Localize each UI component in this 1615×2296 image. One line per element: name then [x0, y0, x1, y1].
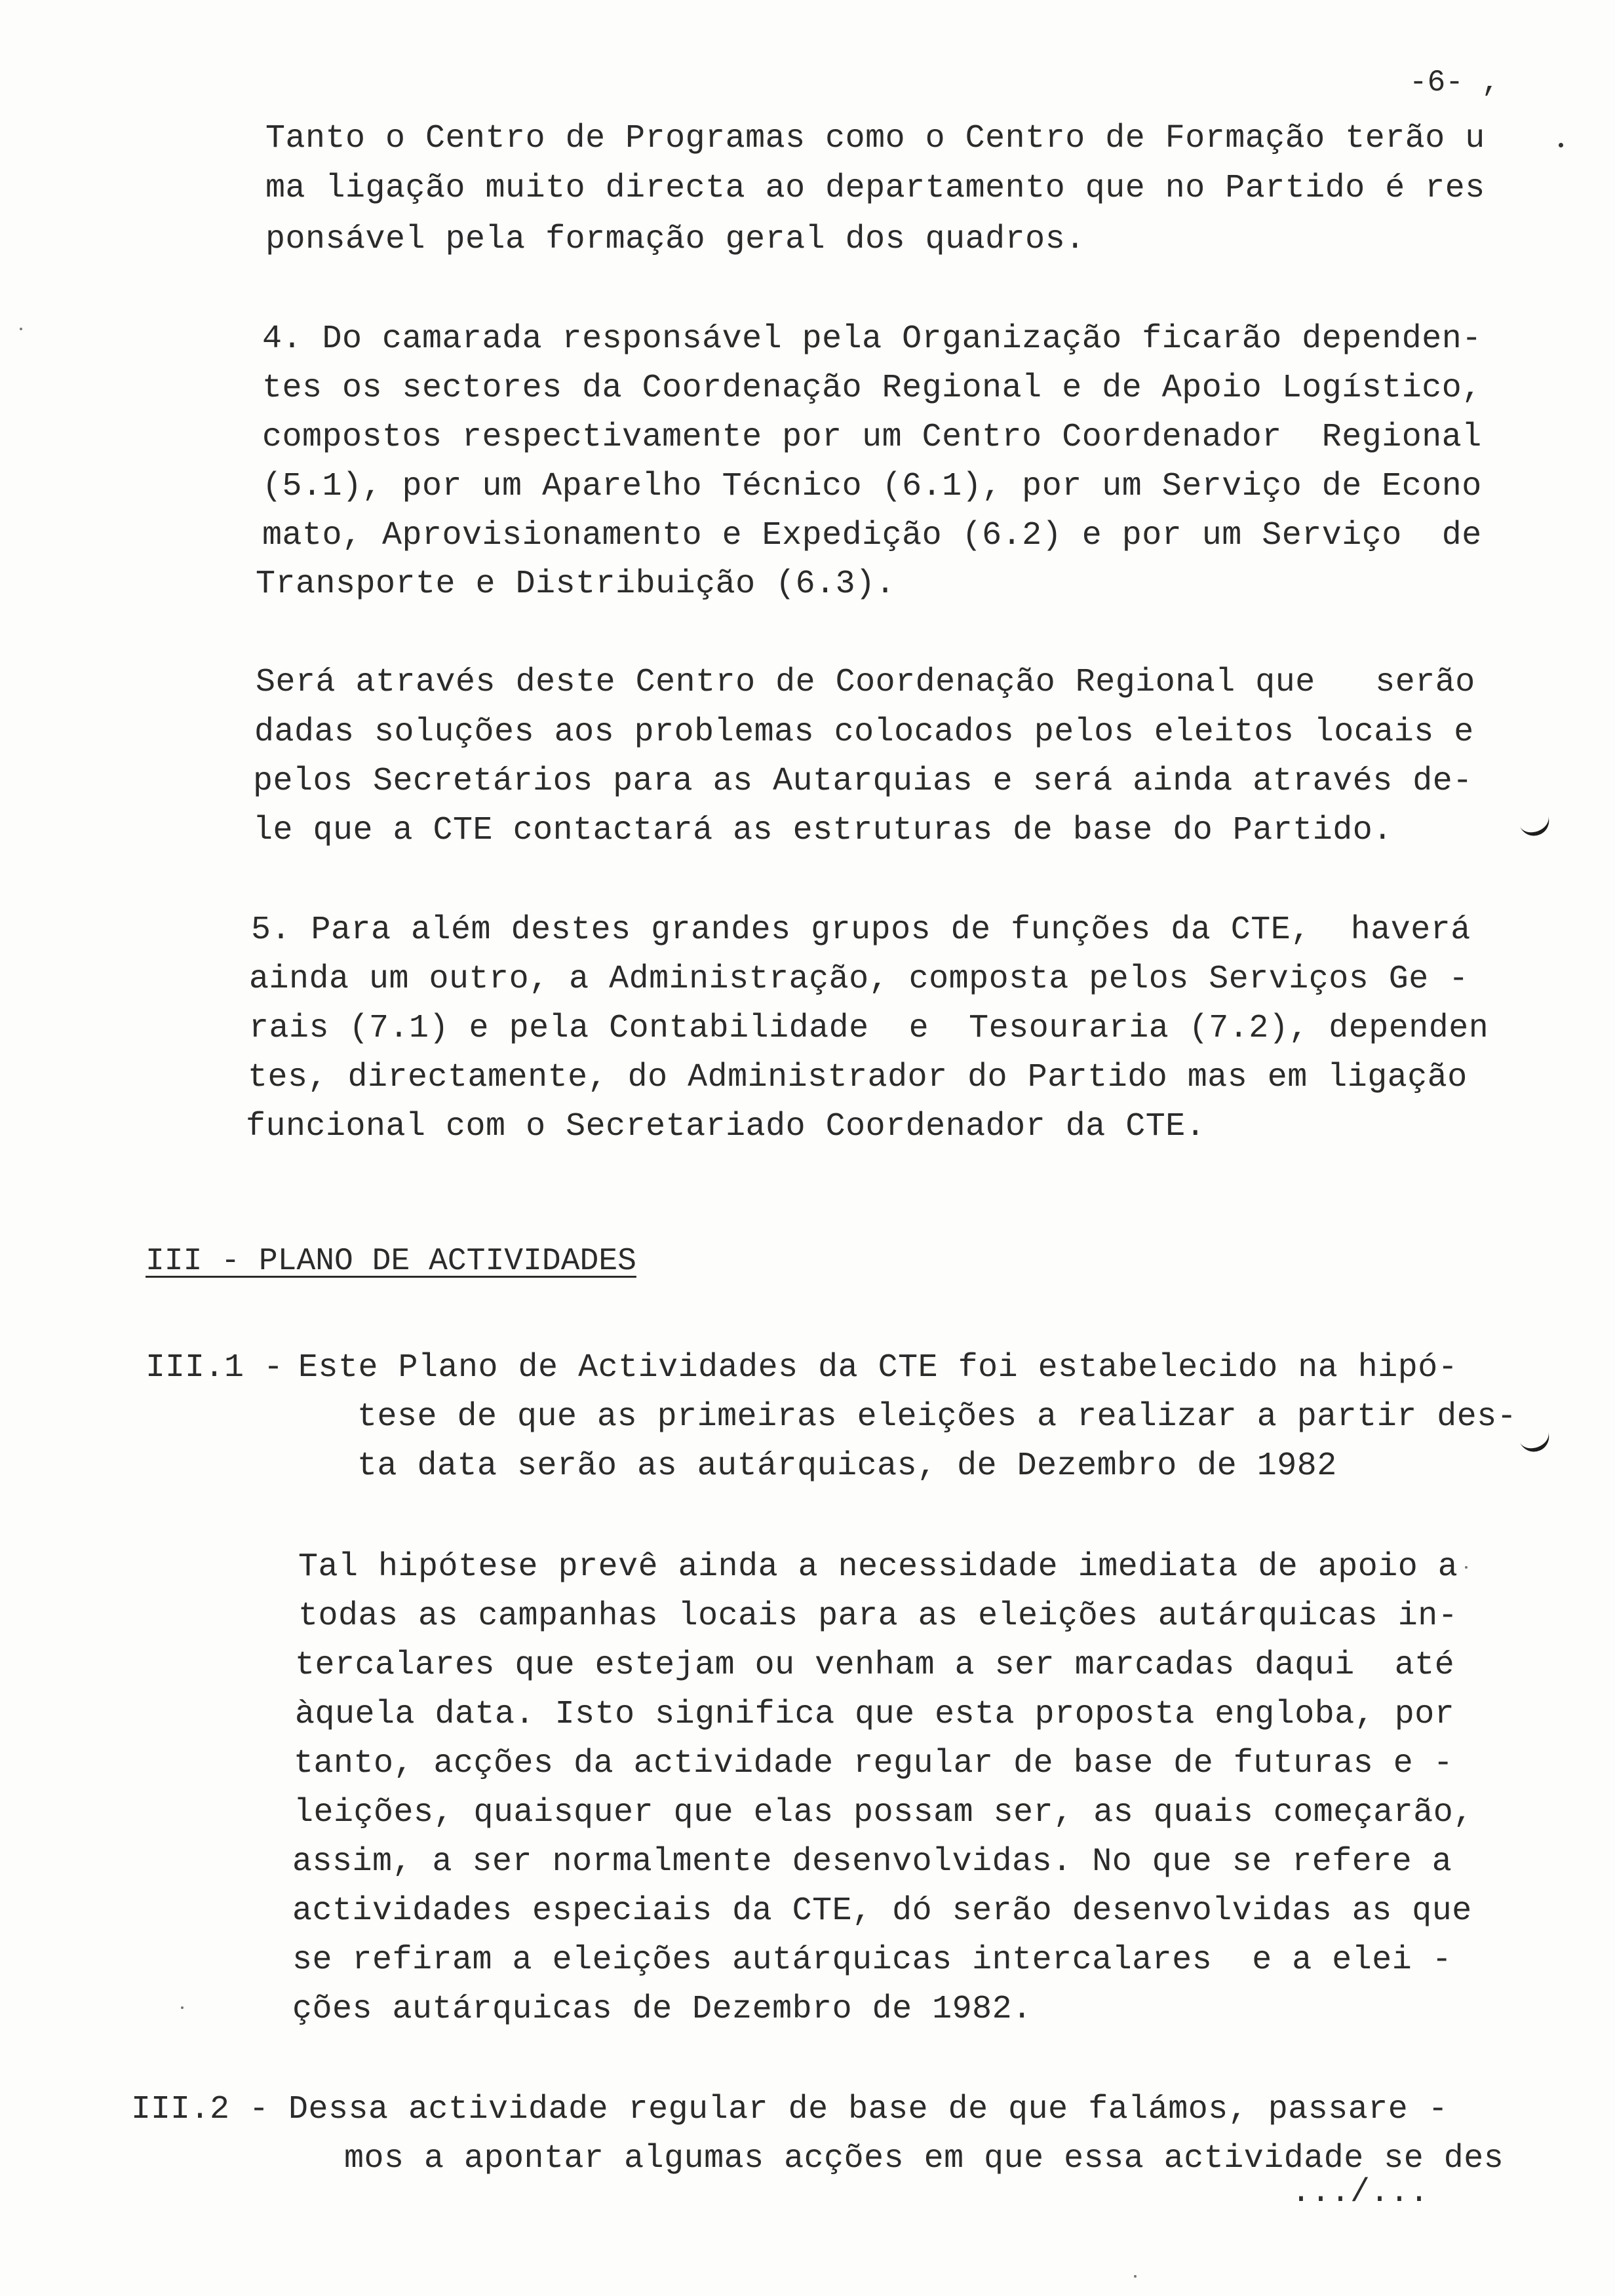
text-line: Este Plano de Actividades da CTE foi estabelecido na hipó- [298, 1349, 1458, 1387]
text-line: actividades especiais da CTE, dó serão desenvolvidas as que [292, 1892, 1472, 1930]
text-line: (5.1), por um Aparelho Técnico (6.1), por um Serviço de Econo [262, 468, 1482, 505]
text-line: mato, Aprovisionamento e Expedição (6.2) e por um Serviço de [262, 517, 1482, 554]
text-line: assim, a ser normalmente desenvolvidas. No que se refere a [292, 1843, 1452, 1881]
scan-speck [1134, 2275, 1137, 2278]
scan-speck [20, 328, 22, 330]
text-line: todas as campanhas locais para as eleições autárquicas in- [298, 1598, 1458, 1635]
text-line: ma ligação muito directa ao departamento que no Partido é res [265, 170, 1485, 207]
scan-speck [1465, 1566, 1468, 1569]
continuation-mark: .../... [1291, 2174, 1430, 2211]
text-line: Dessa actividade regular de base de que falámos, passare - [288, 2091, 1449, 2128]
text-line: compostos respectivamente por um Centro Coordenador Regional [262, 419, 1482, 456]
text-line: ta data serão as autárquicas, de Dezembro de 1982 [357, 1447, 1337, 1485]
text-line: pelos Secretários para as Autarquias e será ainda através de- [253, 763, 1473, 800]
text-line: funcional com o Secretariado Coordenador da CTE. [246, 1108, 1206, 1145]
text-line: ções autárquicas de Dezembro de 1982. [292, 1991, 1032, 2028]
text-line: 5. Para além destes grandes grupos de funções da CTE, haverá [251, 911, 1471, 949]
item-label: III.2 - [131, 2091, 269, 2128]
margin-check-mark [1518, 811, 1553, 840]
text-line: Tanto o Centro de Programas como o Centro de Formação terão u [265, 120, 1485, 157]
section-heading: III - PLANO DE ACTIVIDADES [146, 1244, 636, 1279]
text-line: rais (7.1) e pela Contabilidade e Tesouraria (7.2), dependen [249, 1010, 1489, 1047]
text-line: se refiram a eleições autárquicas intercalares e a elei - [292, 1942, 1452, 1979]
text-line: le que a CTE contactará as estruturas de base do Partido. [253, 812, 1393, 849]
text-line: ponsável pela formação geral dos quadros. [265, 221, 1085, 258]
scan-speck [181, 2006, 184, 2009]
text-line: tes, directamente, do Administrador do Partido mas em ligação [248, 1059, 1468, 1096]
text-line: àquela data. Isto significa que esta proposta engloba, por [295, 1696, 1455, 1733]
margin-check-mark [1518, 1427, 1553, 1456]
page-number: -6- , [1409, 66, 1500, 100]
text-line: tercalares que estejam ou venham a ser marcadas daqui até [295, 1647, 1455, 1684]
text-line: mos a apontar algumas acções em que essa actividade se des [344, 2140, 1504, 2177]
text-line: tanto, acções da actividade regular de base de futuras e - [294, 1745, 1454, 1782]
item-label: III.1 - [146, 1349, 284, 1387]
text-line: Transporte e Distribuição (6.3). [256, 565, 896, 603]
text-line: ainda um outro, a Administração, composta pelos Serviços Ge - [249, 961, 1469, 998]
text-line: tese de que as primeiras eleições a realizar a partir des- [357, 1398, 1517, 1436]
scan-speck [1559, 143, 1563, 147]
text-line: tes os sectores da Coordenação Regional e de Apoio Logístico, [262, 370, 1482, 407]
text-line: dadas soluções aos problemas colocados pelos eleitos locais e [254, 714, 1474, 751]
text-line: Tal hipótese prevê ainda a necessidade imediata de apoio a [298, 1548, 1458, 1586]
text-line: Será através deste Centro de Coordenação Regional que serão [256, 664, 1475, 701]
text-line: 4. Do camarada responsável pela Organização ficarão dependen- [262, 320, 1482, 358]
text-line: leições, quaisquer que elas possam ser, as quais começarão, [294, 1794, 1473, 1831]
